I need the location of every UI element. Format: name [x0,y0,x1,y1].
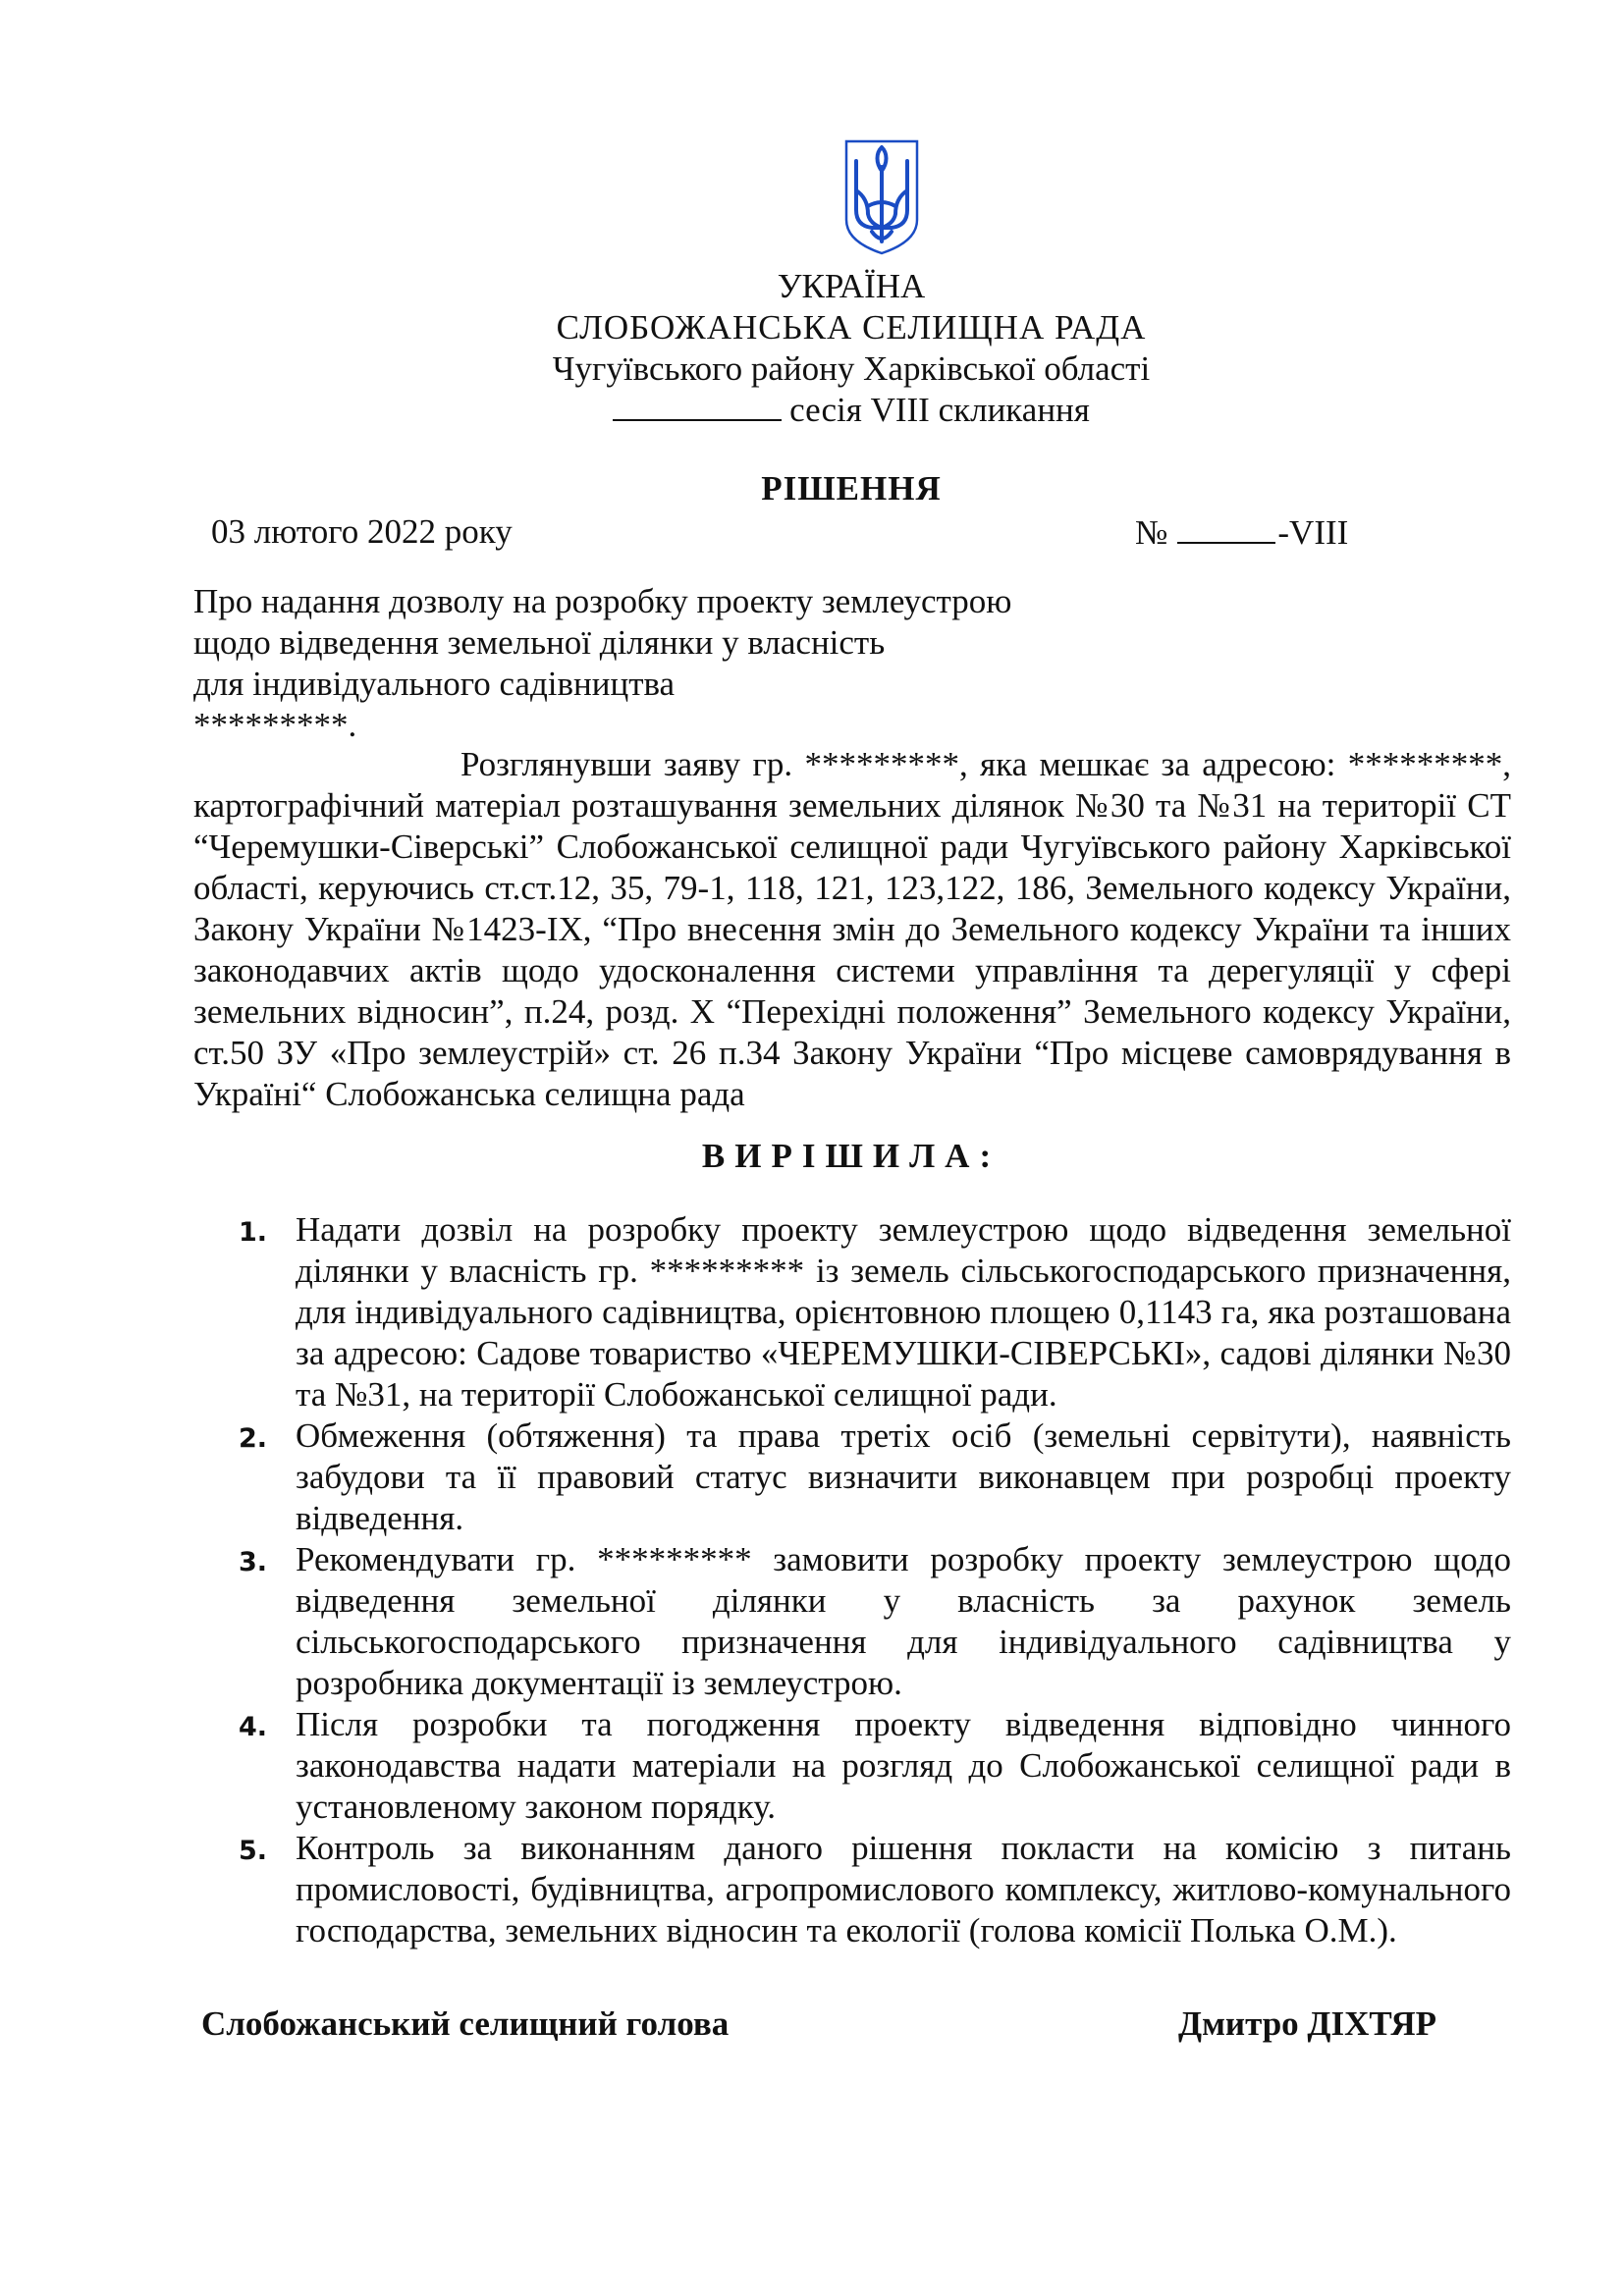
number-blank [1177,512,1275,544]
item-number: 1. [239,1217,268,1248]
preamble-paragraph: Розглянувши заяву гр. *********, яка мешкає за адресою: *********, картографічний матеріал розташування земельних ділянок №30 та №31 на території СТ “Черемушки-Сіверські” Слобожанської селищної ради Чугуївського району Харківської області, керуючись ст.ст.12, 35, 79-1, 118, 121, 123,122, 186, Земельного кодексу України, Закону України №1423-IX, “Про внесення змін до Земельного кодексу України та інших законодавчих актів щодо удосконалення системи управління та дерегуляції у сфері земельних відносин”, п.24, розд. Х “Перехідні положення” Земельного кодексу України, ст.50 ЗУ «Про землеустрій» ст. 26 п.34 Закону України “Про місцеве самоврядування в Україні“ Слобожанська селищна рада [193,745,1511,1113]
header-session [0,389,1624,432]
subject-line: щодо відведення земельної ділянки у власність [193,623,886,662]
decided-heading: ВИРІШИЛА: [701,1137,1001,1175]
document-title: РІШЕННЯ [761,469,942,507]
item-number: 2. [239,1423,268,1454]
document-subject [193,581,1136,746]
subject-line: для індивідуального садівництва [193,665,676,703]
number-suffix: -VIII [1277,513,1349,552]
header-country: УКРАЇНА [777,267,926,305]
subject-line: Про надання дозволу на розробку проекту землеустрою [193,582,1012,620]
document-number [1135,512,1348,553]
decision-item [239,1415,1511,1539]
decision-item [239,1704,1511,1828]
decision-item [239,1539,1511,1704]
signature-position: Слобожанський селищний голова [201,2004,730,2043]
tryzub-coat-of-arms-icon [842,137,921,257]
item-number: 3. [239,1547,268,1577]
item-text: Контроль за виконанням даного рішення покласти на комісію з питань промисловості, будівництва, агропромислового комплексу, житлово-комунального господарства, земельних відносин та екології (голова комісії Полька О.М.). [296,1829,1511,1949]
item-number: 5. [239,1836,268,1866]
item-text: Надати дозвіл на розробку проекту землеустрою щодо відведення земельної ділянки у власність гр. ********* із земель сільськогосподарського призначення, для індивідуального садівництва, орієнтовною площею 0,1143 га, яка розташована за адресою: Садове товариство «ЧЕРЕМУШКИ-СІВЕРСЬКІ», садові ділянки №30 та №31, на території Слобожанської селищної ради. [296,1210,1511,1414]
item-text: Після розробки та погодження проекту відведення відповідно чинного законодавства надати матеріали на розгляд до Слобожанської селищної ради в установленому законом порядку. [296,1705,1511,1826]
number-prefix: № [1135,513,1168,552]
decision-items-list [239,1209,1511,1951]
preamble [193,744,1511,1115]
session-number-blank [613,390,782,421]
item-text: Обмеження (обтяження) та права третіх осіб (земельні сервітути), наявність забудови та її правовий статус визначити виконавцем при розробці проекту відведення. [296,1416,1511,1537]
item-text: Рекомендувати гр. ********* замовити розробку проекту землеустрою щодо відведення земельної ділянки у власність за рахунок земель сільськогосподарського призначення для індивідуального садівництва у розробника документації із землеустрою. [296,1540,1511,1702]
signature-name: Дмитро ДІХТЯР [1178,2004,1437,2043]
header-session-text: сесія VIII скликання [789,391,1090,429]
subject-line: *********. [193,706,357,744]
header-council: СЛОБОЖАНСЬКА СЕЛИЩНА РАДА [556,308,1147,347]
decision-item [239,1209,1511,1415]
decision-item [239,1828,1511,1951]
header-district: Чугуївського району Харківської області [552,349,1151,388]
document-date: 03 лютого 2022 року [211,512,513,551]
item-number: 4. [239,1712,268,1742]
